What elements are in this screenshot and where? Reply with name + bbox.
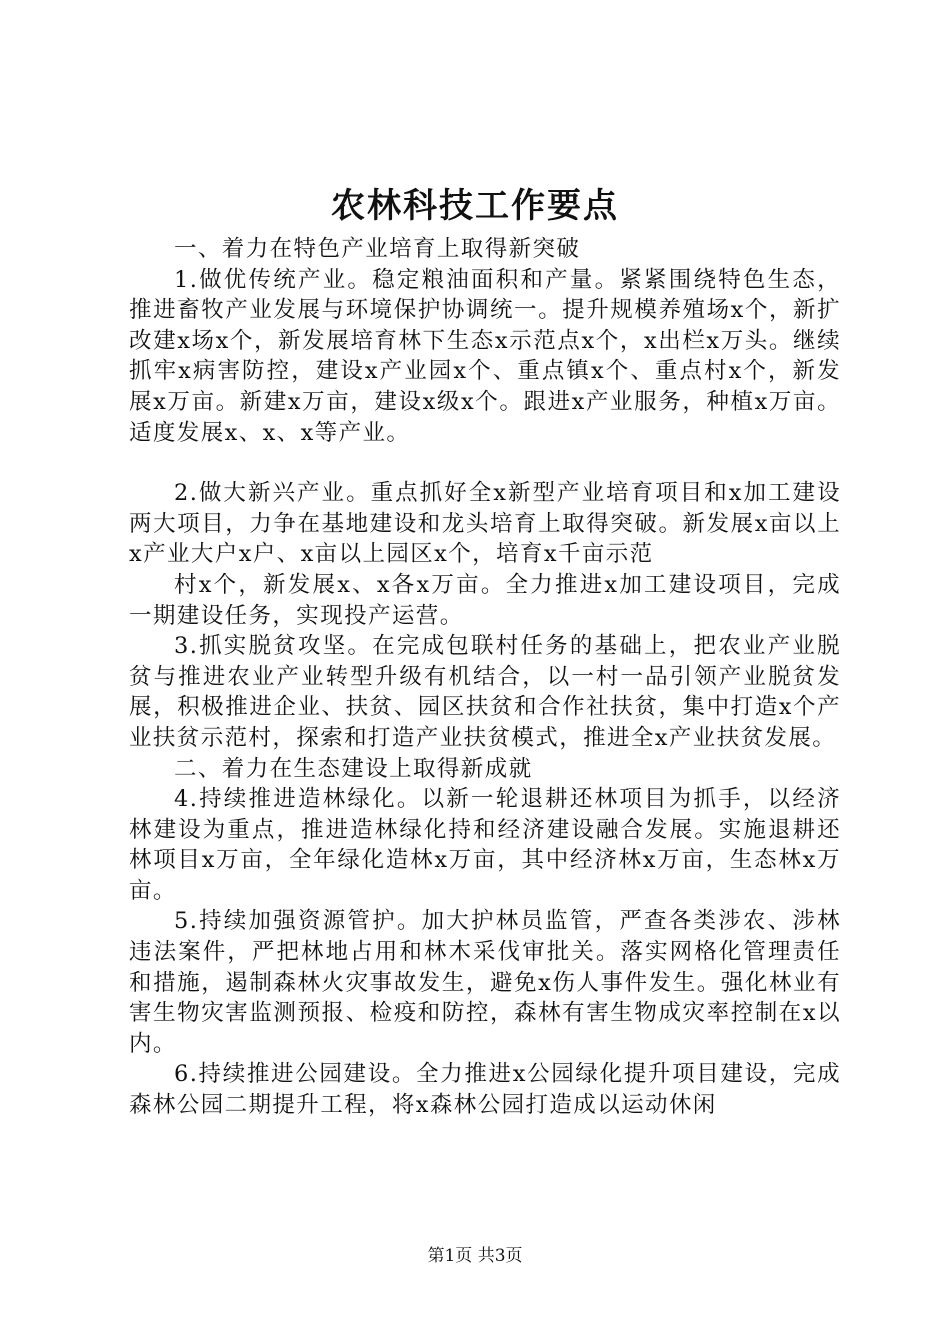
- paragraph-item-2: 2.做大新兴产业。重点抓好全x新型产业培育项目和x加工建设两大项目，力争在基地建设和龙头培育上取得突破。新发展x亩以上x产业大户x户、x亩以上园区x个，培育x千亩示范: [129, 480, 841, 568]
- document-body: [129, 234, 841, 1121]
- paragraph-item-5: 5.持续加强资源管护。加大护林员监管，严查各类涉农、涉林违法案件，严把林地占用和林木采伐审批关。落实网格化管理责任和措施，遏制森林火灾事故发生，避免x伤人事件发生。强化林业有害生物灾害监测预报、检疫和防控，森林有害生物成灾率控制在x以内。: [129, 908, 841, 1057]
- page-indicator: 第1页 共3页: [427, 1246, 523, 1266]
- paragraph-item-3: 3.抓实脱贫攻坚。在完成包联村任务的基础上，把农业产业脱贫与推进农业产业转型升级有机结合，以一村一品引领产业脱贫发展，积极推进企业、扶贫、园区扶贫和合作社扶贫，集中打造x个产业扶贫示范村，探索和打造产业扶贫模式，推进全x产业扶贫发展。: [129, 633, 841, 751]
- section-heading-2: 二、着力在生态建设上取得新成就: [174, 755, 533, 782]
- section-heading-1: 一、着力在特色产业培育上取得新突破: [174, 236, 581, 262]
- paragraph-item-1: 1.做优传统产业。稳定粮油面积和产量。紧紧围绕特色生态，推进畜牧产业发展与环境保护协调统一。提升规模养殖场x个，新扩改建x场x个，新发展培育林下生态x示范点x个，x出栏x万头。继续抓牢x病害防控，建设x产业园x个、重点镇x个、重点村x个，新发展x万亩。新建x万亩，建设x级x个。跟进x产业服务，种植x万亩。适度发展x、x、x等产业。: [129, 266, 841, 446]
- paragraph-item-4: 4.持续推进造林绿化。以新一轮退耕还林项目为抓手，以经济林建设为重点，推进造林绿化持和经济建设融合发展。实施退耕还林项目x万亩，全年绿化造林x万亩，其中经济林x万亩，生态林x万亩。: [129, 786, 841, 904]
- paragraph-item-2-continued: 村x个，新发展x、x各x万亩。全力推进x加工建设项目，完成一期建设任务，实现投产运营。: [129, 571, 841, 629]
- paragraph-item-6: 6.持续推进公园建设。全力推进x公园绿化提升项目建设，完成森林公园二期提升工程，将x森林公园打造成以运动休闲: [129, 1061, 841, 1119]
- document-title: 农林科技工作要点: [331, 186, 619, 226]
